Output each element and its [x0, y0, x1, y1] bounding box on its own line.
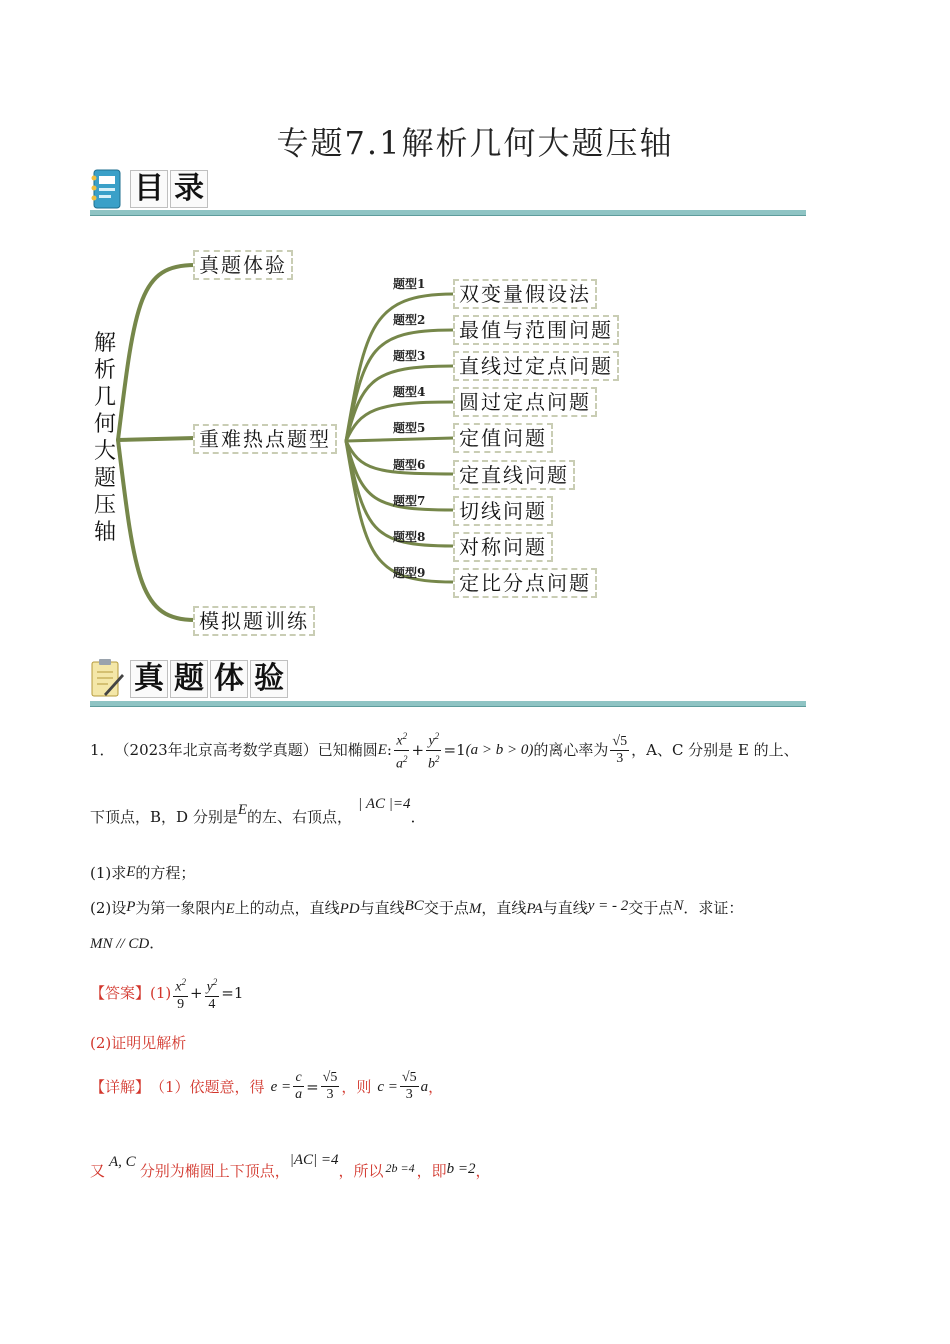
part2b: 为第一象限内 — [135, 899, 226, 917]
var-M: M — [468, 901, 482, 917]
section-char: 题 — [170, 660, 208, 698]
mn-parallel-cd: MN // CD — [90, 936, 150, 952]
var-PD: PD — [339, 901, 360, 917]
fraction-sqrt5-3 — [400, 1070, 419, 1103]
detail-text: （1）依题意，得 — [150, 1077, 265, 1096]
answer-tag: 【答案】 — [90, 984, 151, 1003]
part2i: ．求证： — [683, 899, 744, 917]
clipboard-pen-icon — [90, 658, 124, 700]
problem-part-2-cont — [90, 932, 164, 955]
part1: (1)求 — [90, 864, 127, 882]
var-E: E — [225, 901, 235, 917]
part2f: ，直线 — [481, 899, 527, 917]
answer-line — [90, 974, 243, 1013]
plus: + — [189, 984, 203, 1003]
var-a: a — [395, 756, 403, 772]
detail-text: 分别为椭圆上下顶点， — [139, 1162, 290, 1180]
detail-line-2 — [90, 1152, 491, 1183]
var-x: x — [396, 733, 403, 749]
type-box: 最值与范围问题 — [453, 315, 619, 345]
section-char: 目 — [130, 170, 168, 208]
type-label: 题型9 — [393, 566, 426, 580]
type-box: 定比分点问题 — [453, 568, 597, 598]
four: 4 — [208, 996, 216, 1012]
detail-tag: 【详解】 — [90, 1077, 151, 1096]
var-y: y — [428, 733, 435, 749]
type-box: 定值问题 — [453, 423, 553, 453]
part2h: 交于点 — [628, 899, 674, 917]
three: 3 — [405, 1087, 413, 1102]
type-box: 直线过定点问题 — [453, 351, 619, 381]
var-x: x — [175, 979, 182, 995]
section-char: 验 — [250, 660, 288, 698]
problem-line-1: 1． （2023年北京高考数学真题）已知椭圆 E : $\frac{x^2}{a^2}$ + $\frac{y^2}{b^2}$ =1 (a > b > 0) 的离心率为 $\frac{√5}{3}$ ，A、C 分别是 E 的上、 — [90, 728, 799, 772]
part2g: 与直线 — [542, 899, 588, 917]
comma: ， — [475, 1162, 491, 1180]
two-b-eq: 2b =4 — [385, 1161, 415, 1175]
var-PA: PA — [526, 901, 543, 917]
var-E: E — [237, 802, 247, 818]
equals: = — [306, 1077, 319, 1096]
fraction-y2-4: $\frac{y^2}{4}$ — [205, 974, 220, 1013]
type-box: 切线问题 — [453, 496, 553, 526]
then-text: ，则 — [341, 1077, 372, 1096]
period: ． — [410, 808, 426, 826]
comma: ， — [428, 1077, 444, 1096]
problem-number: 1． — [90, 741, 115, 760]
type-label: 题型3 — [393, 349, 426, 363]
type-label: 题型2 — [393, 313, 426, 327]
line2b: 的左、右顶点， — [247, 808, 353, 826]
problem-source: （2023年北京高考数学真题）已知椭圆 — [114, 741, 378, 760]
problem-part-2 — [90, 897, 743, 920]
part2c: 上的动点，直线 — [234, 899, 340, 917]
equals-one: =1 — [221, 984, 244, 1003]
colon: : — [386, 741, 392, 760]
var-b: b — [428, 756, 436, 772]
condition: (a > b > 0) — [465, 742, 534, 759]
y-eq: y = - 2 — [587, 898, 629, 914]
ecc-text: 的离心率为 — [533, 741, 609, 760]
e-eq: e = — [270, 1078, 292, 1095]
problem-line-2 — [90, 796, 426, 829]
ac-eq: | AC |=4 — [358, 796, 411, 812]
type-label: 题型7 — [393, 494, 426, 508]
section-char: 录 — [170, 170, 208, 208]
part2e: 交于点 — [423, 899, 469, 917]
type-box: 定直线问题 — [453, 460, 575, 490]
var-a: a — [295, 1087, 303, 1102]
c-eq: c = — [377, 1078, 398, 1095]
zhenti-section-title — [130, 660, 288, 698]
type-box: 圆过定点问题 — [453, 387, 597, 417]
fraction-x2-9: $\frac{x^2}{9}$ — [173, 974, 188, 1013]
var-BC: BC — [404, 898, 424, 914]
detail-text: ，所以 — [338, 1162, 384, 1180]
answer-part2: (2)证明见解析 — [90, 1034, 187, 1052]
type-label: 题型8 — [393, 530, 426, 544]
detail-text: ，即 — [416, 1162, 447, 1180]
line2a: 下顶点，B，D 分别是 — [90, 808, 238, 826]
problem-part-1 — [90, 862, 195, 885]
var-E: E — [126, 864, 136, 880]
nine: 9 — [177, 996, 185, 1012]
fraction-sqrt5-3 — [321, 1070, 340, 1103]
detail-line-1 — [90, 1070, 443, 1103]
sqrt5: √5 — [401, 1070, 417, 1085]
mindmap-root: 解析几何大题压轴 — [93, 331, 116, 545]
type-label: 题型5 — [393, 421, 426, 435]
branch-zhenti: 真题体验 — [193, 250, 293, 280]
abs-ac-eq: |AC| =4 — [289, 1152, 339, 1168]
var-a: a — [420, 1078, 429, 1095]
answer-part1: (1) — [150, 984, 172, 1003]
branch-moni: 模拟题训练 — [193, 606, 315, 636]
var-y: y — [206, 979, 213, 995]
var-N: N — [673, 898, 684, 914]
var-E: E — [377, 742, 387, 759]
type-label: 题型4 — [393, 385, 426, 399]
type-label: 题型6 — [393, 458, 426, 472]
detail-text: 又 — [90, 1162, 106, 1180]
part2: (2)设 — [90, 899, 127, 917]
var-c: c — [295, 1070, 302, 1085]
var-P: P — [126, 899, 136, 915]
three: 3 — [326, 1087, 334, 1102]
section-divider — [90, 701, 806, 707]
three: 3 — [616, 750, 624, 766]
fraction-y2-b2: $\frac{y^2}{b^2}$ — [426, 728, 442, 772]
fraction-x2-a2: $\frac{x^2}{a^2}$ — [394, 728, 410, 772]
line1-tail: ，A、C 分别是 E 的上、 — [631, 741, 799, 760]
branch-zhongnan: 重难热点题型 — [193, 424, 337, 454]
section-char: 体 — [210, 660, 248, 698]
fraction-sqrt5-3 — [610, 734, 629, 767]
type-box: 对称问题 — [453, 532, 553, 562]
sqrt5: √5 — [612, 733, 628, 749]
section-char: 真 — [130, 660, 168, 698]
period: ． — [149, 934, 165, 952]
type-label: 题型1 — [393, 277, 426, 291]
part2d: 与直线 — [359, 899, 405, 917]
zhenti-section-header — [90, 654, 288, 704]
equals-one: =1 — [443, 741, 466, 760]
part1-tail: 的方程； — [135, 864, 196, 882]
sqrt5: √5 — [322, 1070, 338, 1085]
page-title: 专题7.1解析几何大题压轴 — [276, 124, 674, 162]
var-AC: A, C — [109, 1154, 136, 1170]
type-box: 双变量假设法 — [453, 279, 597, 309]
fraction-c-a — [293, 1070, 304, 1103]
b-eq: b =2 — [446, 1161, 476, 1177]
